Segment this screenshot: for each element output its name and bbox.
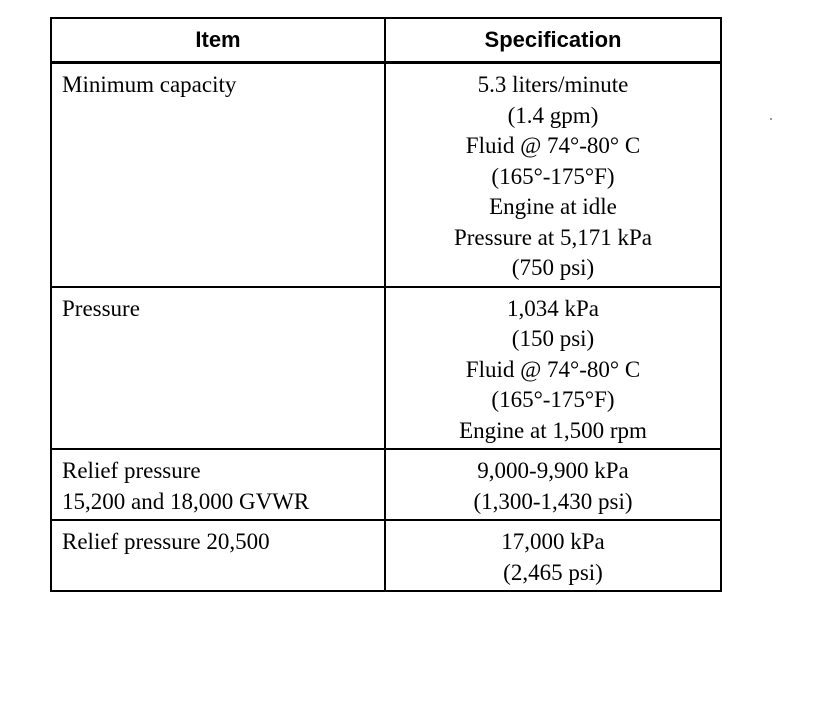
spec-line: Engine at 1,500 rpm: [459, 417, 647, 443]
spec-line: 9,000-9,900 kPa: [477, 458, 629, 483]
item-cell: [51, 287, 385, 450]
specification-table: [50, 17, 722, 592]
spec-line: (1.4 gpm): [507, 102, 599, 128]
item-cell: [51, 520, 385, 591]
spec-line: 1,034 kPa: [507, 295, 599, 321]
scan-speck: [770, 118, 772, 120]
table-row: [51, 449, 721, 520]
specification-cell: [385, 520, 721, 591]
specification-cell: [385, 63, 721, 287]
item-text: Minimum capacity: [62, 72, 237, 97]
table-row: [51, 63, 721, 287]
spec-line: Pressure at 5,171 kPa: [453, 224, 653, 250]
spec-line: (1,300-1,430 psi): [473, 488, 633, 514]
spec-line: (165°-175°F): [491, 163, 615, 189]
spec-line: 17,000 kPa: [501, 529, 605, 554]
column-header-specification: Specification: [385, 18, 721, 63]
spec-line: (150 psi): [511, 326, 595, 351]
item-text: Pressure: [62, 295, 140, 321]
column-header-item: Item: [51, 18, 385, 63]
spec-line: Fluid @ 74°-80° C: [465, 133, 641, 158]
item-text: Relief pressure 20,500: [62, 529, 270, 554]
spec-line: Engine at idle: [489, 194, 617, 219]
item-text: 15,200 and 18,000 GVWR: [62, 488, 310, 514]
table-header-row: [51, 18, 721, 63]
spec-line: (165°-175°F): [491, 387, 615, 412]
spec-line: (750 psi): [511, 255, 595, 280]
specification-cell: [385, 287, 721, 450]
specification-cell: [385, 449, 721, 520]
item-cell: [51, 63, 385, 287]
spec-line: (2,465 psi): [503, 559, 603, 585]
table-row: [51, 287, 721, 450]
spec-line: 5.3 liters/minute: [477, 72, 629, 97]
spec-line: Fluid @ 74°-80° C: [465, 356, 641, 382]
item-text: Relief pressure: [62, 458, 201, 483]
table-row: [51, 520, 721, 591]
item-cell: [51, 449, 385, 520]
